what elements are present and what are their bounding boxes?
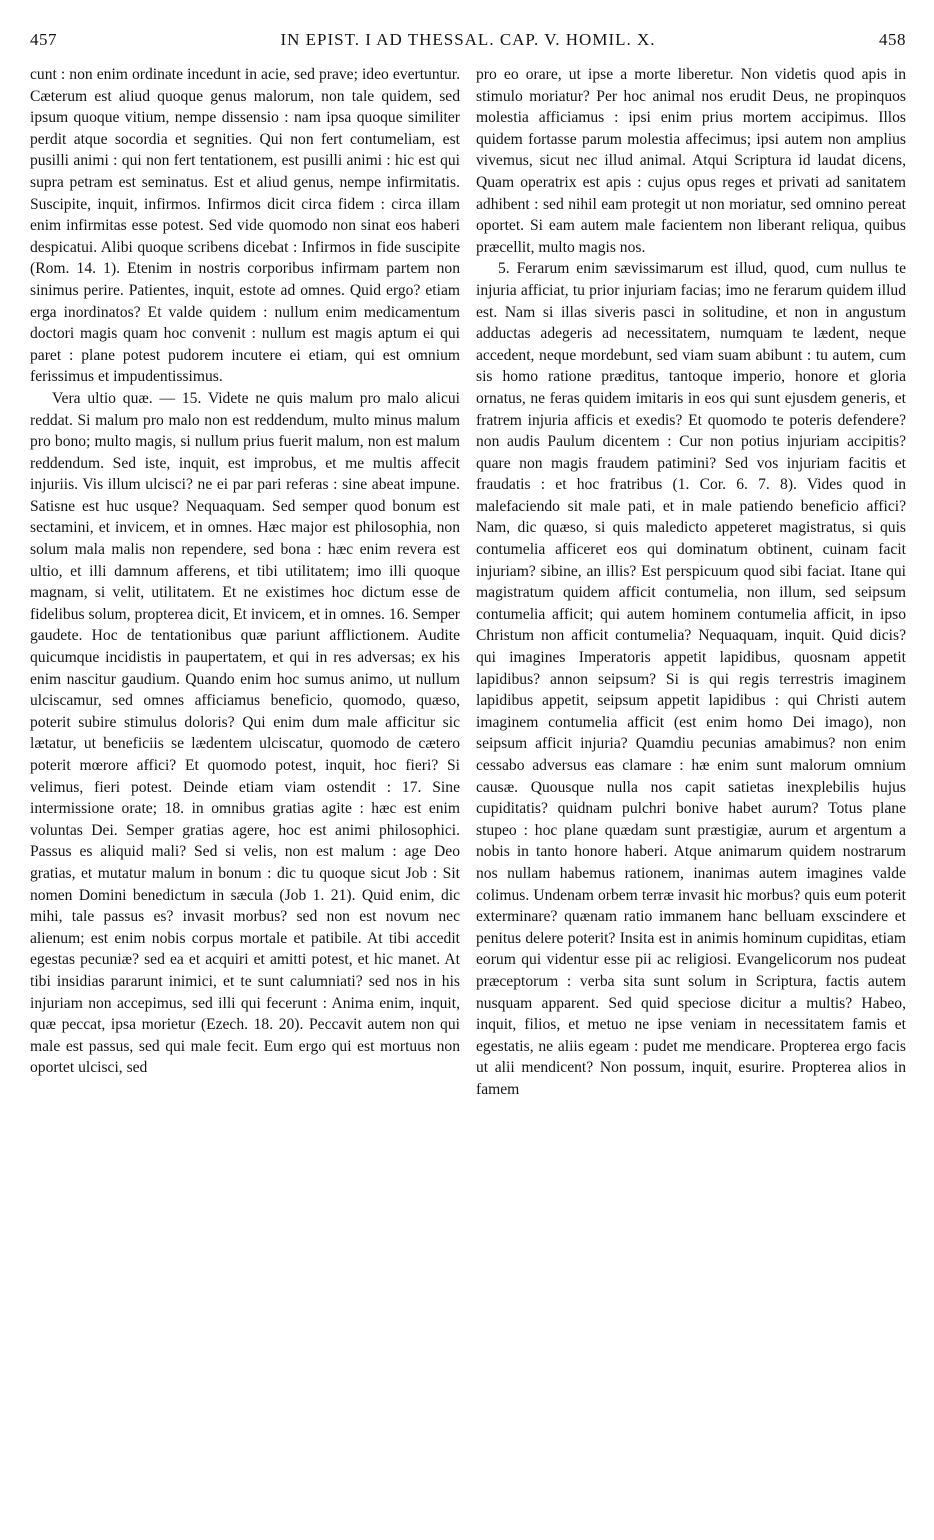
- left-column: [30, 64, 460, 1079]
- page-number-right: 458: [879, 30, 906, 49]
- right-paragraph-2: 5. Ferarum enim sævissimarum est illud, quod, cum nullus te injuria afficiat, tu prior injuriam facias; imo ne ferarum quidem illud est. Nam si illas siveris pasci in solitudine, et non in angustum adductas adegeris ad necessitatem, numquam te lædent, neque accedent, neque mordebunt, sed viam suam abibunt : tu autem, cum sis homo ratione præditus, tantoque imperio, honore et gloria ornatus, ne feras quidem imitaris in eos qui sunt ejusdem generis, et fratrem injuria afficis et exedis? Et quomodo te poteris defendere? non audis Paulum dicentem : Cur non potius injuriam accipitis? quare non magis fraudem patimini? Sed vos injuriam facitis et fraudatis : et hoc fratribus (1. Cor. 6. 7. 8). Vides quod in malefaciendo sit male pati, et in male patiendo beneficio affici? Nam, dic quæso, si quis maledicto appeteret magistratus, si quis contumelia afficeret eos qui dominatum obtinent, cuinam facit injuriam? sibine, an illis? Est perspicuum quod sibi faciat. Itane qui magistratum quidem afficit contumelia, non illum, sed seipsum contumelia afficit; qui autem hominem contumelia afficit, in ipso Christum non afficit contumelia? Nequaquam, inquit. Quid dicis? qui imagines Imperatoris appetit lapidibus, quosnam appetit lapidibus? annon seipsum? Si is qui regis terrestris imaginem lapidibus appetit, seipsum appetit lapidibus : qui Christi autem imaginem contumelia afficit (est enim homo Dei imago), non seipsum afficit injuria? Quamdiu pecunias amabimus? non enim cessabo adversus eas clamare : hæ enim sunt malorum omnium causæ. Quousque nulla nos capit satietas inexplebilis hujus cupiditatis? quidnam pulchri bonive habet aurum? Totus plane stupeo : hoc plane quædam sunt præstigiæ, aurum et argentum a nobis in tanto honore haberi. Atque animarum quidem nostrarum nos nullam habemus rationem, inanimas autem imagines valde colimus. Undenam orbem terræ invasit hic morbus? quis eum poterit exterminare? quænam ratio immanem hanc belluam exscindere et penitus delere poterit? Insita est in animis hominum cupiditas, etiam eorum qui videntur esse pii ac religiosi. Evangelicorum nos pudeat præceptorum : verba sita sunt solum in Scriptura, factis autem nusquam apparent. Sed quid speciose dicitur a multis? Habeo, inquit, filios, et metuo ne ipse veniam in necessitatem famis et egestatis, ne aliis egeam : pudet me mendicare. Propterea ergo facis ut alii mendicent? Non possum, inquit, esurire. Propterea alios in famem: [476, 260, 906, 1098]
- page-number-left: 457: [30, 30, 57, 49]
- left-paragraph-2: Vera ultio quæ. — 15. Videte ne quis malum pro malo alicui reddat. Si malum pro malo non est reddendum, multo minus malum pro bono; multo magis, si nullum prius fuerit malum, non est malum reddendum. Sed iste, inquit, est improbus, et me multis affecit injuriis. Vis illum ulcisci? ne ei par pari referas : sine abeat impune. Satisne est huc usque? Nequaquam. Sed semper quod bonum est sectamini, et invicem, et in omnes. Hæc major est philosophia, non solum mala malis non rependere, sed bona : hæc enim revera est ultio, et illi damnum afferens, et tibi utilitatem; imo illi quoque magnam, si velit, utilitatem. Et ne existimes hoc dictum esse de fidelibus solum, propterea dicit, Et invicem, et in omnes. 16. Semper gaudete. Hoc de tentationibus quæ pariunt afflictionem. Audite quicumque incidistis in paupertatem, et qui in res adversas; ex his enim nascitur gaudium. Quando enim hoc sumus animo, ut nullum ulciscamur, sed omnes afficiamus beneficio, quomodo, quæso, poterit subire stimulus doloris? Qui enim dum male afficitur sic lætatur, ut beneficiis se lædentem ulciscatur, quomodo de cætero poterit mœrore affici? Et quomodo potest, inquit, hoc fieri? Si velimus, fieri potest. Deinde etiam viam ostendit : 17. Sine intermissione orate; 18. in omnibus gratias agite : hæc est enim voluntas Dei. Semper gratias agere, hoc est animi philosophici. Passus es aliquid mali? Sed si velis, non est malum : age Deo gratias, et mutatur malum in bonum : dic tu quoque sicut Job : Sit nomen Domini benedictum in sæcula (Job 1. 21). Quid enim, dic mihi, tale passus es? invasit morbus? sed non est novum nec alienum; est enim nobis corpus mortale et patibile. At tibi accedit egestas pecuniæ? sed ea et acquiri et amitti potest, et hic manet. At tibi insidias pararunt inimici, et te sunt calumniati? sed nos in his injuriam non accepimus, sed illi qui fecerunt : Anima enim, inquit, quæ peccat, ipsa morietur (Ezech. 18. 20). Peccavit autem non qui male est passus, sed qui male fecit. Eum ergo qui est mortuus non oportet ulcisci, sed: [30, 389, 460, 1077]
- running-header: [30, 30, 906, 56]
- left-paragraph-1: cunt : non enim ordinate incedunt in acie, sed prave; ideo evertuntur. Cæterum est aliud quoque genus malorum, non tale quidem, sed ipsum quoque vitium, nempe dissensio : nam ipsa quoque similiter perdit atque socordia et segnities. Qui non fert contumeliam, est pusilli animi : qui non fert tentationem, est pusilli animi : hic est qui supra petram est seminatus. Est et aliud genus, nempe infirmitatis. Suscipite, inquit, infirmos. Infirmos dicit circa fidem : circa illam enim infirmitas esse potest. Sed vide quomodo non sinat eos haberi despicatui. Alibi quoque scribens dicebat : Infirmos in fide suscipite (Rom. 14. 1). Etenim in nostris corporibus infirmam partem non sinimus perire. Patientes, inquit, estote ad omnes. Quid ergo? etiam erga inordinatos? Et valde quidem : nullum enim medicamentum doctori magis quam hoc convenit : nullum est magis aptum ei qui paret : plane potest pudorem incutere ei etiam, qui est omnium ferissimus et impudentissimus.: [30, 66, 460, 386]
- right-column: [476, 64, 906, 1101]
- running-title: IN EPIST. I AD THESSAL. CAP. V. HOMIL. X.: [280, 30, 656, 49]
- right-paragraph-1: pro eo orare, ut ipse a morte liberetur. Non videtis quod apis in stimulo moriatur? Per hoc animal nos erudit Deus, ne propinquos molestia afficiamus : ipsi enim prius mortem accipimus. Illos quidem fortasse parum molestia affecimus; ipsi autem non amplius vivemus, sicut nec illud animal. Atqui Scriptura id laudat dicens, Quam operatrix est apis : cujus opus reges et privati ad sanitatem adhibent : sed nihil eam protegit ut non moriatur, sed omnino pereat oportet. Si eam autem male facientem non liberant reliqua, quibus præcellit, multo magis nos.: [476, 66, 906, 256]
- column-gutter: [466, 68, 467, 1468]
